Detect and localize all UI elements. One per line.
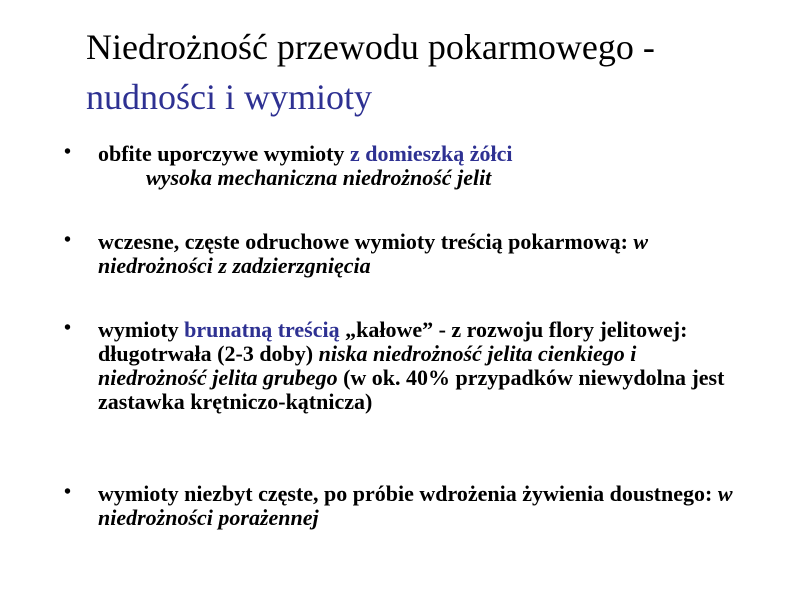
title-line-subtitle: nudności i wymioty <box>86 77 372 117</box>
bullet-item-fecal-vomiting <box>64 318 754 448</box>
bullet-highlight: z domieszką żółci <box>349 141 513 166</box>
bullet-text-part: wymioty <box>98 317 185 342</box>
bullet-item-early-vomiting <box>64 230 754 286</box>
slide-title <box>86 22 766 122</box>
bullet-text <box>98 482 738 530</box>
bullet-text-part: obfite uporczywe wymioty <box>98 141 350 166</box>
bullet-icon: • <box>64 229 72 251</box>
bullet-italic-note: w niedrożności z zadzierzgnięcia <box>98 229 649 278</box>
bullet-italic-note: wysoka mechaniczna niedrożność jelit <box>146 165 492 190</box>
bullet-highlight: brunatną treścią <box>184 317 340 342</box>
bullet-text <box>98 318 738 414</box>
bullet-text <box>98 142 738 190</box>
bullet-text-part: „kałowe” - z rozwoju flory jelitowej: długotrwała (2-3 doby) <box>98 317 688 366</box>
bullet-icon: • <box>64 141 72 163</box>
bullet-text-part: wczesne, częste odruchowe wymioty treścią pokarmową: <box>98 229 634 254</box>
bullet-icon: • <box>64 481 72 503</box>
bullet-icon: • <box>64 317 72 339</box>
title-line-main: Niedrożność przewodu pokarmowego - <box>86 27 655 67</box>
bullet-text-part: (w ok. 40% przypadków niewydolna jest zastawka krętniczo-kątnicza) <box>98 365 725 414</box>
bullet-italic-note: w niedrożności porażennej <box>98 481 733 530</box>
bullet-text-part: wymioty niezbyt częste, po próbie wdrożenia żywienia doustnego: <box>98 481 718 506</box>
bullet-item-infrequent-vomiting <box>64 482 754 538</box>
bullet-item-bile-vomiting <box>64 142 754 198</box>
bullet-italic-note: niska niedrożność jelita cienkiego i niedrożność jelita grubego <box>98 341 637 390</box>
bullet-text <box>98 230 738 278</box>
